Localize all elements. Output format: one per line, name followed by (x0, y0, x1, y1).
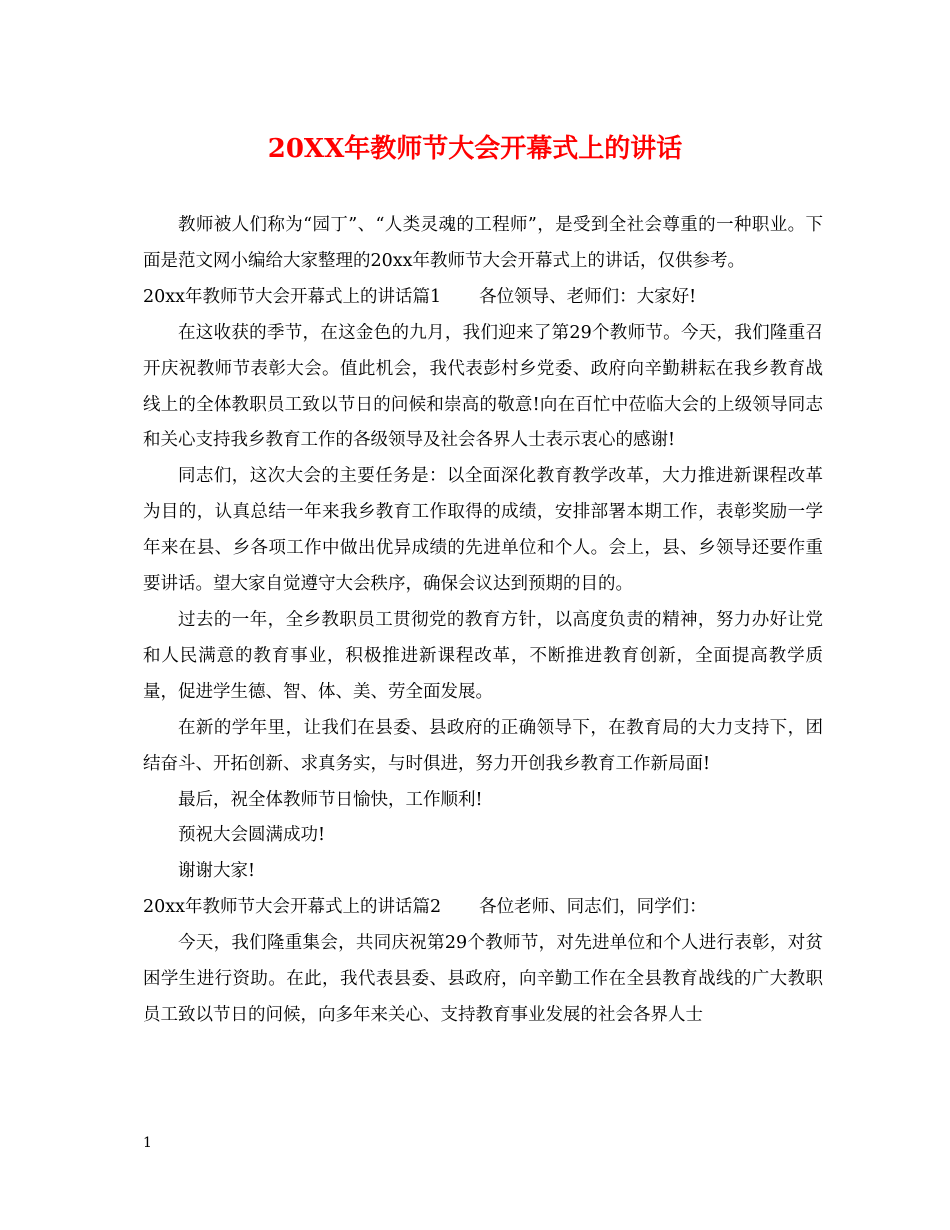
section-1-greeting: 各位领导、老师们：大家好! (479, 286, 697, 307)
section-1-heading-line (143, 280, 823, 316)
section-2-heading: 20xx年教师节大会开幕式上的讲话篇2 (143, 897, 442, 918)
section-1-paragraph: 预祝大会圆满成功! (178, 825, 326, 846)
section-1-paragraph: 谢谢大家! (178, 861, 256, 882)
document-body (143, 208, 823, 1034)
section-1-paragraph: 最后，祝全体教师节日愉快，工作顺利! (178, 789, 483, 810)
section-1-paragraph: 在这收获的季节，在这金色的九月，我们迎来了第29个教师节。今天，我们隆重召开庆祝教师节表彰大会。值此机会，我代表彭村乡党委、政府向辛勤耕耘在我乡教育战线上的全体教职员工致以节日的问候和崇高的敬意!向在百忙中莅临大会的上级领导同志和关心支持我乡教育工作的各级领导及社会各界人士表示衷心的感谢! (143, 322, 823, 451)
section-1-heading: 20xx年教师节大会开幕式上的讲话篇1 (143, 286, 442, 307)
section-1-paragraph: 同志们，这次大会的主要任务是：以全面深化教育教学改革，大力推进新课程改革为目的，认真总结一年来我乡教育工作取得的成绩，安排部署本期工作，表彰奖励一学年来在县、乡各项工作中做出优异成绩的先进单位和个人。会上，县、乡领导还要作重要讲话。望大家自觉遵守大会秩序，确保会议达到预期的目的。 (143, 466, 823, 595)
section-2-paragraph: 今天，我们隆重集会，共同庆祝第29个教师节，对先进单位和个人进行表彰，对贫困学生进行资助。在此，我代表县委、县政府，向辛勤工作在全县教育战线的广大教职员工致以节日的问候，向多年来关心、支持教育事业发展的社会各界人士 (143, 933, 823, 1025)
intro-paragraph: 教师被人们称为“园丁”、“人类灵魂的工程师”，是受到全社会尊重的一种职业。下面是范文网小编给大家整理的20xx年教师节大会开幕式上的讲话，仅供参考。 (143, 215, 823, 271)
section-1-paragraph: 过去的一年，全乡教职员工贯彻党的教育方针，以高度负责的精神，努力办好让党和人民满意的教育事业，积极推进新课程改革，不断推进教育创新，全面提高教学质量，促进学生德、智、体、美、劳全面发展。 (143, 609, 823, 702)
section-2-heading-line (143, 890, 823, 926)
section-1-paragraph: 在新的学年里，让我们在县委、县政府的正确领导下，在教育局的大力支持下，团结奋斗、开拓创新、求真务实，与时俱进，努力开创我乡教育工作新局面! (143, 717, 823, 774)
document-title: 20XX年教师节大会开幕式上的讲话 (267, 134, 683, 164)
section-2-greeting: 各位老师、同志们，同学们： (479, 897, 707, 918)
page-number: 1 (143, 1135, 152, 1151)
